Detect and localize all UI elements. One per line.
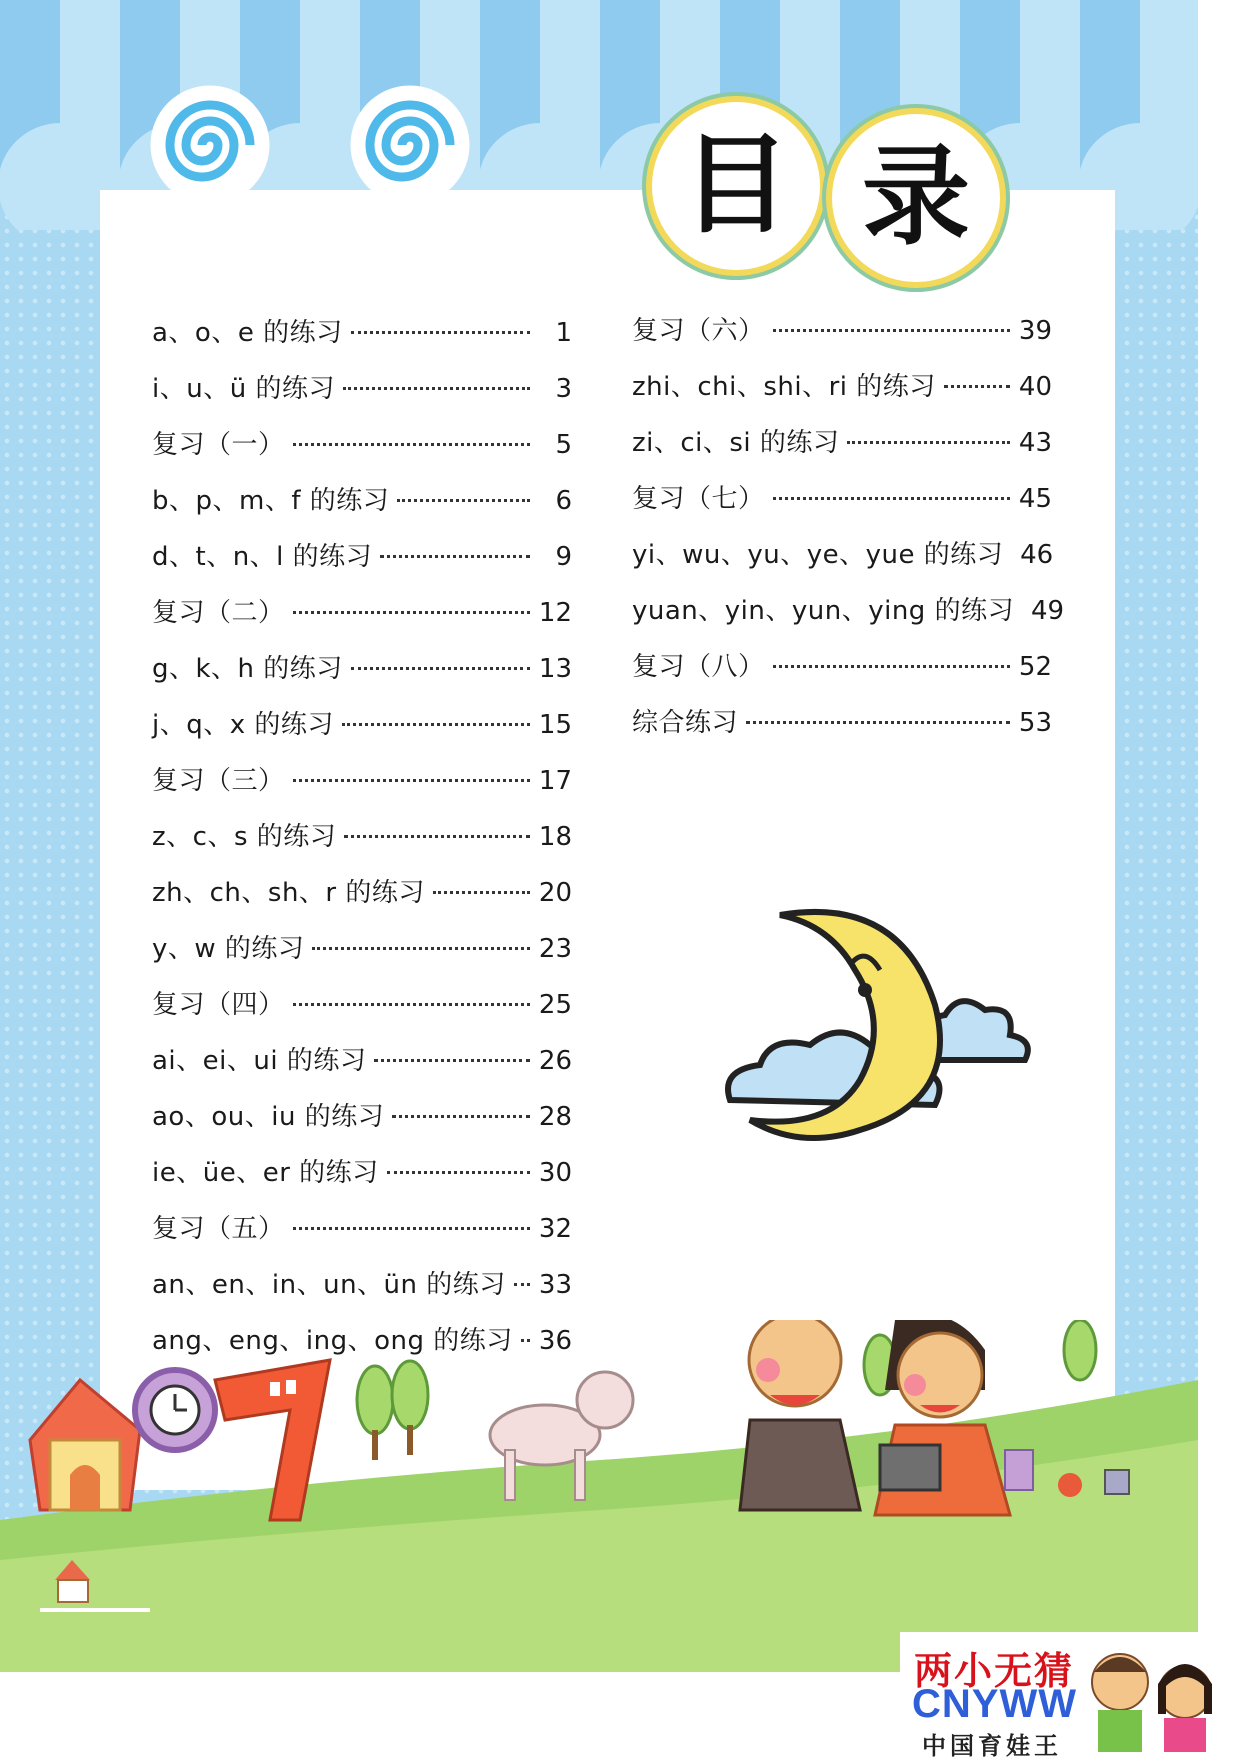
- toc-leader: [387, 1171, 530, 1174]
- toc-leader: [374, 1059, 530, 1062]
- watermark-subtitle: 中国育娃王: [922, 1732, 1062, 1760]
- toc-page-number: 1: [555, 318, 572, 348]
- toc-page-number: 36: [538, 1326, 572, 1356]
- toc-entry[interactable]: [632, 702, 1052, 739]
- toc-entry[interactable]: [152, 1208, 572, 1245]
- toc-page-number: 33: [538, 1270, 572, 1300]
- toc-entry[interactable]: [632, 366, 1052, 403]
- toc-leader: [351, 667, 530, 670]
- toc-page-number: 52: [1018, 652, 1052, 682]
- landscape-scene: [0, 1320, 1198, 1672]
- toc-entry[interactable]: [632, 478, 1052, 515]
- toc-leader: [380, 555, 530, 558]
- toc-page-number: 18: [538, 822, 572, 852]
- toc-label: 复习（五）: [152, 1214, 285, 1244]
- toc-page-number: 30: [538, 1158, 572, 1188]
- toc-entry[interactable]: [152, 592, 572, 629]
- toc-leader: [746, 721, 1010, 724]
- moon-illustration: [690, 890, 1040, 1180]
- toc-label: z、c、s 的练习: [152, 822, 337, 852]
- toc-label: g、k、h 的练习: [152, 654, 343, 684]
- toc-leader: [397, 499, 530, 502]
- toc-leader: [514, 1283, 530, 1286]
- toc-leader: [293, 1003, 530, 1006]
- toc-label: 综合练习: [632, 708, 739, 738]
- boy-icon: [740, 1320, 860, 1510]
- toc-leader: [433, 891, 530, 894]
- toc-label: 复习（六）: [632, 316, 765, 346]
- title-badge-2: [826, 108, 1006, 288]
- toc-leader: [773, 497, 1010, 500]
- toc-entry[interactable]: [632, 422, 1052, 459]
- house-icon: [30, 1380, 140, 1510]
- toc-label: a、o、e 的练习: [152, 318, 343, 348]
- toc-leader: [343, 387, 530, 390]
- toc-page-number: 40: [1018, 372, 1052, 402]
- toc-leader: [293, 611, 530, 614]
- toc-label: 复习（七）: [632, 484, 765, 514]
- toc-entry[interactable]: [152, 704, 572, 741]
- toc-page-number: 15: [538, 710, 572, 740]
- page-title-char-1: 目: [681, 123, 790, 248]
- toc-entry[interactable]: [152, 424, 572, 461]
- toc-label: y、w 的练习: [152, 934, 305, 964]
- book-icon: [880, 1445, 940, 1490]
- toc-page-number: 12: [538, 598, 572, 628]
- toc-entry[interactable]: [152, 312, 572, 349]
- clock-icon: [135, 1370, 215, 1450]
- toc-entry[interactable]: [152, 648, 572, 685]
- swirl-left: [155, 90, 265, 200]
- toc-entry[interactable]: [152, 984, 572, 1021]
- toc-page-number: 20: [538, 878, 572, 908]
- toc-page-number: 43: [1018, 428, 1052, 458]
- toc-entry[interactable]: [152, 928, 572, 965]
- toc-label: i、u、ü 的练习: [152, 374, 335, 404]
- toc-page-number: 26: [538, 1046, 572, 1076]
- toc-label: 复习（一）: [152, 430, 285, 460]
- toc-page-number: 25: [538, 990, 572, 1020]
- toc-entry[interactable]: [152, 1096, 572, 1133]
- toc-page-number: 49: [1030, 596, 1065, 626]
- toc-label: 复习（三）: [152, 766, 285, 796]
- toc-entry[interactable]: [152, 368, 572, 405]
- toc-leader: [293, 443, 530, 446]
- toc-leader: [312, 947, 530, 950]
- toc-leader: [773, 329, 1010, 332]
- toc-leader: [351, 331, 530, 334]
- toc-label: ie、üe、er 的练习: [152, 1158, 379, 1188]
- toc-entry[interactable]: [152, 536, 572, 573]
- toc-label: yuan、yin、yun、ying 的练习: [632, 596, 1015, 626]
- toc-page-number: 6: [555, 486, 572, 516]
- toc-page-number: 53: [1018, 708, 1052, 738]
- toc-entry[interactable]: [152, 760, 572, 797]
- toc-label: j、q、x 的练习: [152, 710, 334, 740]
- toc-page-number: 28: [538, 1102, 572, 1132]
- toc-entry[interactable]: [632, 590, 1065, 627]
- toc-entry[interactable]: [152, 816, 572, 853]
- page-title-char-2: 录: [861, 135, 970, 260]
- toc-entry[interactable]: [152, 1264, 572, 1301]
- toc-entry[interactable]: [152, 1152, 572, 1189]
- toc-label: zi、ci、si 的练习: [632, 428, 840, 458]
- toc-label: d、t、n、l 的练习: [152, 542, 373, 572]
- toc-label: ang、eng、ing、ong 的练习: [152, 1326, 513, 1356]
- toc-label: yi、wu、yu、ye、yue 的练习: [632, 540, 1004, 570]
- toc-page-number: 17: [538, 766, 572, 796]
- watermark-title: 两小无猜: [914, 1649, 1075, 1693]
- toc-page-number: 39: [1018, 316, 1052, 346]
- cartoon-kids-icon: [1080, 1632, 1230, 1752]
- toc-page-number: 13: [538, 654, 572, 684]
- toc-label: 复习（四）: [152, 990, 285, 1020]
- toc-entry[interactable]: [632, 310, 1052, 347]
- toc-leader: [773, 665, 1010, 668]
- moon-eye-icon: [858, 983, 872, 997]
- toc-label: 复习（二）: [152, 598, 285, 628]
- swirl-right: [355, 90, 465, 200]
- toc-leader: [293, 1227, 530, 1230]
- toc-entry[interactable]: [632, 534, 1052, 571]
- toc-label: ao、ou、iu 的练习: [152, 1102, 385, 1132]
- toc-page-number: 9: [555, 542, 572, 572]
- toc-label: zh、ch、sh、r 的练习: [152, 878, 425, 908]
- toc-entry[interactable]: [152, 480, 572, 517]
- toc-page-number: 32: [538, 1214, 572, 1244]
- toc-page-number: 23: [538, 934, 572, 964]
- toc-leader: [392, 1115, 530, 1118]
- toc-leader: [342, 723, 530, 726]
- toc-label: 复习（八）: [632, 652, 765, 682]
- toc-label: ai、ei、ui 的练习: [152, 1046, 367, 1076]
- toc-leader: [847, 441, 1010, 444]
- watermark-logo: [900, 1632, 1230, 1760]
- toc-leader: [344, 835, 530, 838]
- toc-page-number: 5: [555, 430, 572, 460]
- toc-entry[interactable]: [632, 646, 1052, 683]
- toc-label: b、p、m、f 的练习: [152, 486, 390, 516]
- toc-leader: [944, 385, 1010, 388]
- toc-page-number: 3: [555, 374, 572, 404]
- watermark-brand: CNYWW: [912, 1682, 1077, 1726]
- toc-page-number: 46: [1020, 540, 1054, 570]
- toc-label: zhi、chi、shi、ri 的练习: [632, 372, 936, 402]
- toc-entry[interactable]: [152, 872, 572, 909]
- toc-leader: [293, 779, 530, 782]
- toc-page-number: 45: [1018, 484, 1052, 514]
- toc-entry[interactable]: [152, 1040, 572, 1077]
- title-badge-1: [646, 96, 826, 276]
- toc-label: an、en、in、un、ün 的练习: [152, 1270, 506, 1300]
